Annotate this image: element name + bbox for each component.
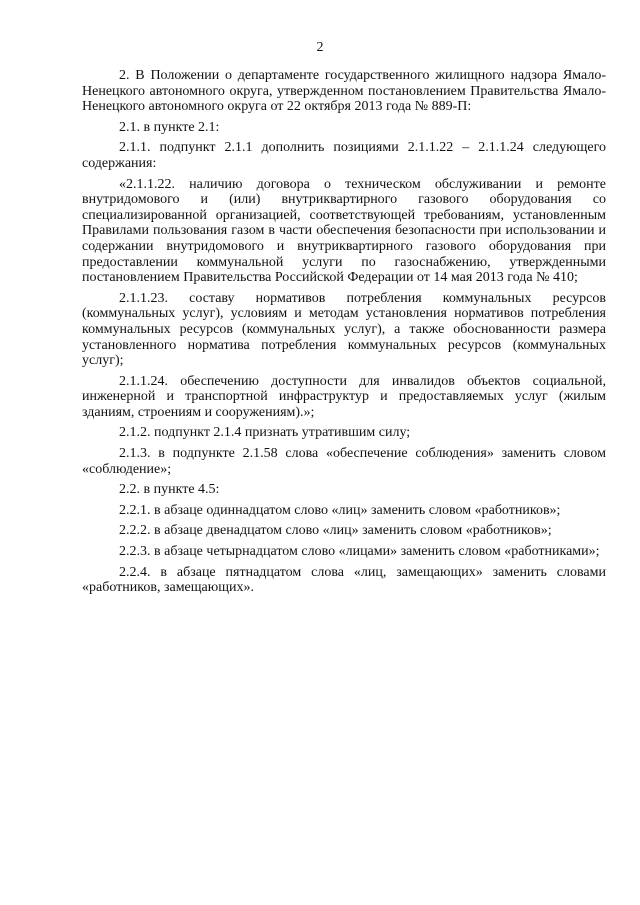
paragraph-2-1-1: 2.1.1. подпункт 2.1.1 дополнить позициями 2.1.1.22 – 2.1.1.24 следующего содержания: <box>82 140 606 171</box>
paragraph-2-2-4: 2.2.4. в абзаце пятнадцатом слова «лиц, замещающих» заменить словами «работников, замещающих». <box>82 564 606 596</box>
paragraph-2-1-2: 2.1.2. подпункт 2.1.4 признать утратившим силу; <box>119 425 411 441</box>
paragraph-2-2-3: 2.2.3. в абзаце четырнадцатом слово «лицами» заменить словом «работниками»; <box>119 544 600 560</box>
paragraph-2: 2. В Положении о департаменте государственного жилищного надзора Ямало-Ненецкого автономного округа, утвержденном постановлением Правительства Ямало-Ненецкого автономного округа от 22 октября 2013 года № 889-П: <box>82 68 606 115</box>
paragraph-2-1-1-22: «2.1.1.22. наличию договора о техническом обслуживании и ремонте внутридомового и (или) внутриквартирного газового оборудования со специализированной организацией, соответствующей требованиям, установленным Правилами пользования газом в части обеспечения безопасности при использовании и содержании внутридомового и внутриквартирного газового оборудования при предоставлении коммунальной услуги по газоснабжению, утвержденными постановлением Правительства Российской Федерации от 14 мая 2013 года № 410; <box>82 176 606 286</box>
paragraph-2-1-1-23: 2.1.1.23. составу нормативов потребления коммунальных ресурсов (коммунальных услуг), условиям и методам установления нормативов потребления коммунальных ресурсов (коммунальных услуг), а также обоснованности размера установленного норматива потребления коммунальных ресурсов (коммунальных услуг); <box>82 290 606 369</box>
paragraph-2-1-1-24: 2.1.1.24. обеспечению доступности для инвалидов объектов социальной, инженерной и транспортной инфраструктур и предоставляемых услуг (жилым зданиям, строениям и сооружениям).»; <box>82 373 606 420</box>
paragraph-2-1-3: 2.1.3. в подпункте 2.1.58 слова «обеспечение соблюдения» заменить словом «соблюдение»; <box>82 446 606 477</box>
paragraph-2-2-1: 2.2.1. в абзаце одиннадцатом слово «лиц» заменить словом «работников»; <box>119 502 561 518</box>
paragraph-2-2-2: 2.2.2. в абзаце двенадцатом слово «лиц» заменить словом «работников»; <box>119 523 552 539</box>
paragraph-2-2: 2.2. в пункте 4.5: <box>119 482 220 498</box>
document-body <box>82 68 606 601</box>
paragraph-2-1: 2.1. в пункте 2.1: <box>119 119 220 135</box>
page-number: 2 <box>316 40 324 55</box>
